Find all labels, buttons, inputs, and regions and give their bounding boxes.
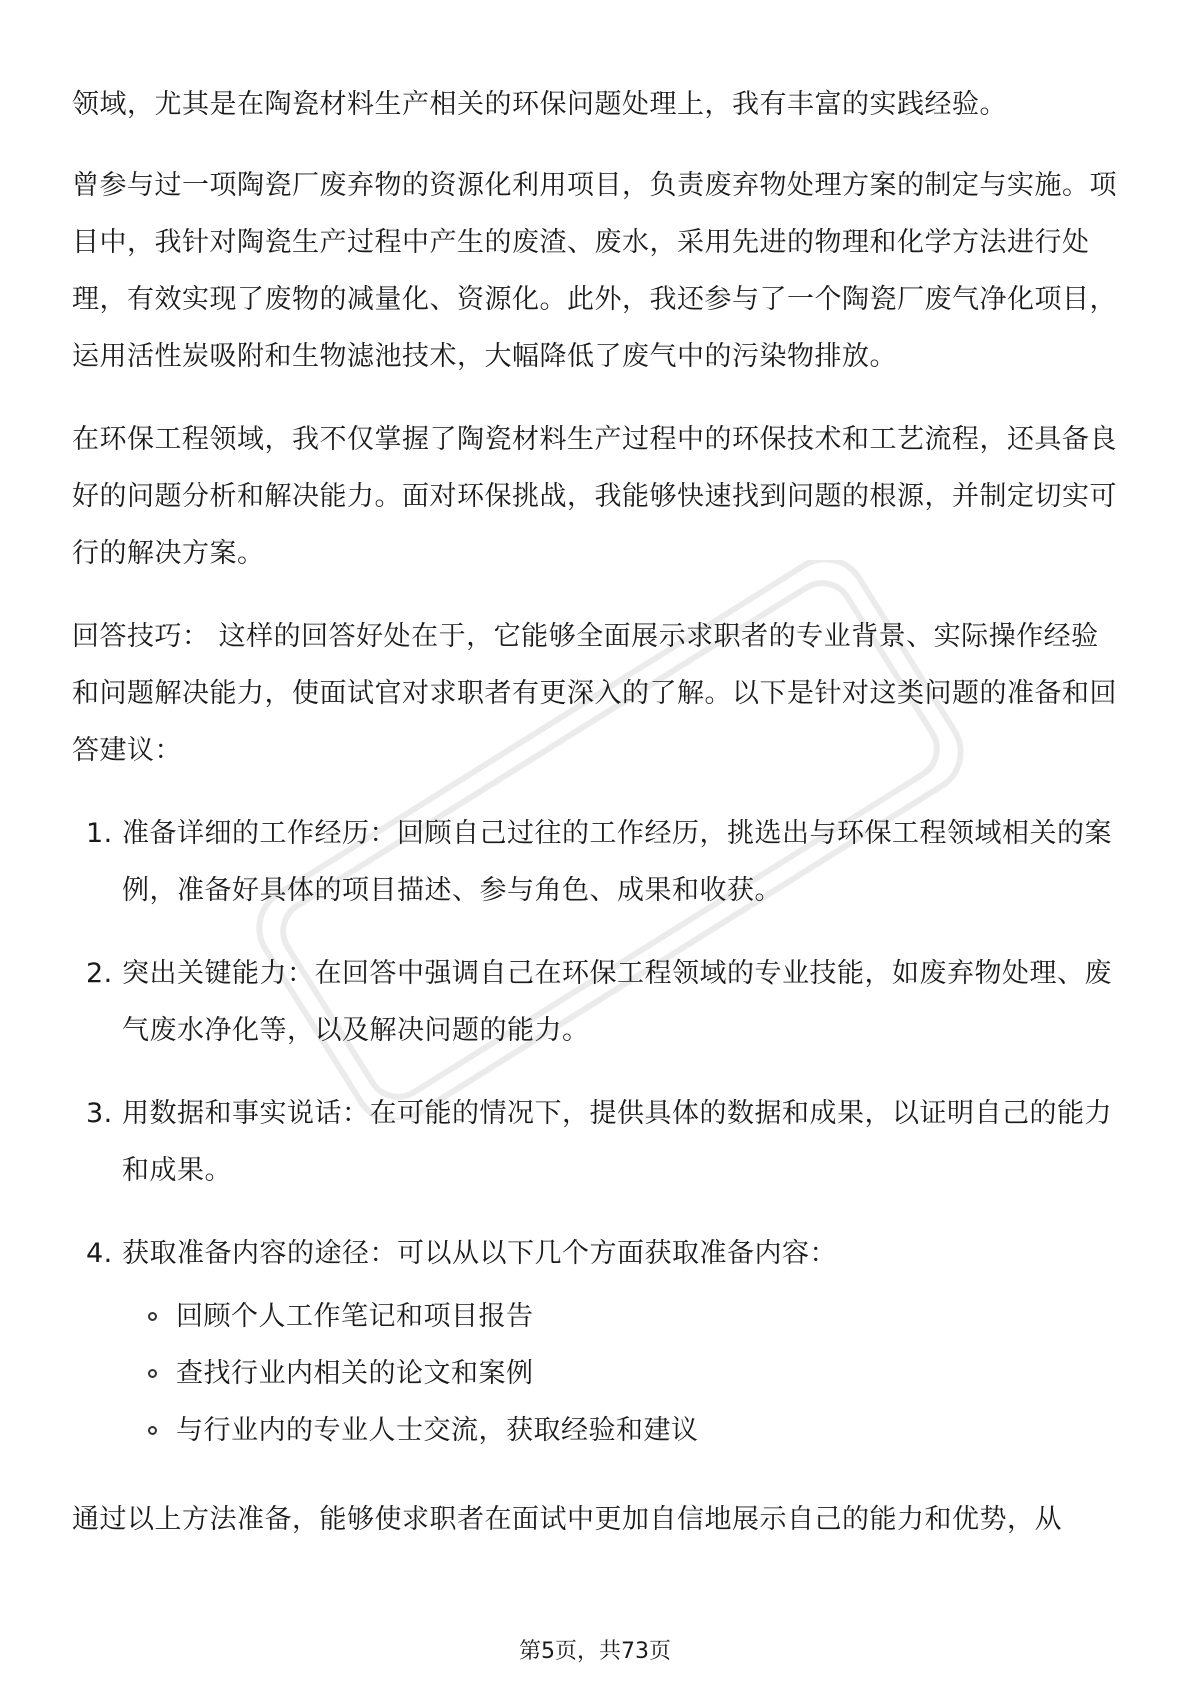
circle-bullet-icon: [148, 1369, 157, 1378]
sublist-text: 与行业内的专业人士交流，获取经验和建议: [176, 1415, 699, 1446]
list-item: [72, 945, 1122, 1059]
sublist-item: [72, 1345, 1122, 1402]
sublist-text: 查找行业内相关的论文和案例: [176, 1358, 534, 1389]
list-number: 3.: [86, 1098, 113, 1129]
paragraph-skills: 在环保工程领域，我不仅掌握了陶瓷材料生产过程中的环保技术和工艺流程，还具备良好的问题分析和解决能力。面对环保挑战，我能够快速找到问题的根源，并制定切实可行的解决方案。: [72, 424, 1117, 569]
list-text: 获取准备内容的途径：可以从以下几个方面获取准备内容：: [122, 1238, 837, 1269]
list-number: 4.: [86, 1238, 113, 1269]
sublist-item: [72, 1402, 1122, 1459]
sublist-item: [72, 1288, 1122, 1345]
sublist-text: 回顾个人工作笔记和项目报告: [176, 1301, 534, 1332]
list-text: 用数据和事实说话：在可能的情况下，提供具体的数据和成果，以证明自己的能力和成果。: [122, 1098, 1112, 1186]
paragraph-project: 曾参与过一项陶瓷厂废弃物的资源化利用项目，负责废弃物处理方案的制定与实施。项目中，我针对陶瓷生产过程中产生的废渣、废水，采用先进的物理和化学方法进行处理，有效实现了废物的减量化、资源化。此外，我还参与了一个陶瓷厂废气净化项目，运用活性炭吸附和生物滤池技术，大幅降低了废气中的污染物排放。: [72, 170, 1117, 372]
list-number: 2.: [86, 958, 113, 989]
advice-list: [72, 805, 1122, 1282]
list-text: 突出关键能力：在回答中强调自己在环保工程领域的专业技能，如废弃物处理、废气废水净化等，以及解决问题的能力。: [122, 958, 1112, 1046]
paragraph-closing: 通过以上方法准备，能够使求职者在面试中更加自信地展示自己的能力和优势，从: [72, 1504, 1062, 1535]
list-item: [72, 805, 1122, 919]
list-item: [72, 1225, 1122, 1282]
document-body: [72, 76, 1122, 1574]
page-footer: 第5页，共73页: [519, 1639, 671, 1664]
source-sublist: [72, 1288, 1122, 1459]
circle-bullet-icon: [148, 1426, 157, 1435]
circle-bullet-icon: [148, 1312, 157, 1321]
paragraph-tips: 回答技巧： 这样的回答好处在于，它能够全面展示求职者的专业背景、实际操作经验和问题解决能力，使面试官对求职者有更深入的了解。以下是针对这类问题的准备和回答建议：: [72, 621, 1117, 766]
list-number: 1.: [86, 818, 113, 849]
paragraph-intro: 领域，尤其是在陶瓷材料生产相关的环保问题处理上，我有丰富的实践经验。: [72, 89, 1007, 120]
list-text: 准备详细的工作经历：回顾自己过往的工作经历，挑选出与环保工程领域相关的案例，准备好具体的项目描述、参与角色、成果和收获。: [122, 818, 1112, 906]
sublist-container: [72, 1288, 1122, 1459]
list-item: [72, 1085, 1122, 1199]
